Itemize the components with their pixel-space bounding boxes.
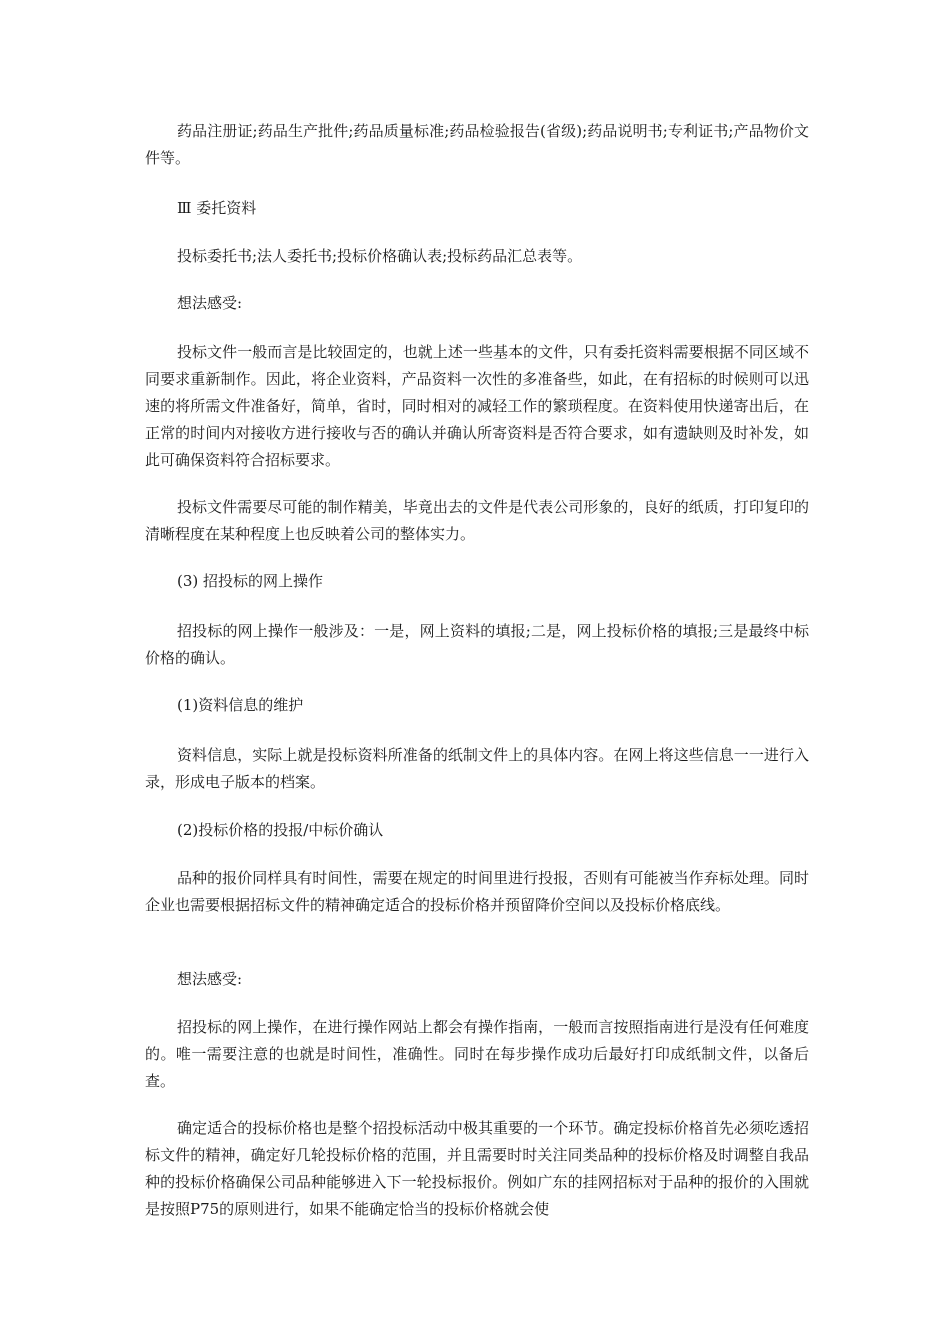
heading-entrustment-materials: Ⅲ 委托资料 <box>177 199 257 217</box>
heading-thoughts-2: 想法感受: <box>177 970 243 988</box>
heading-price-submission: (2)投标价格的投报/中标价确认 <box>177 821 384 839</box>
paragraph-bid-documents-quality: 投标文件需要尽可能的制作精美，毕竟出去的文件是代表公司形象的，良好的纸质，打印复印的清晰程度在某种程度上也反映着公司的整体实力。 <box>145 498 809 543</box>
paragraph-online-operation-scope: 招投标的网上操作一般涉及：一是，网上资料的填报;二是，网上投标价格的填报;三是最终中标价格的确认。 <box>145 622 809 667</box>
heading-info-maintenance: (1)资料信息的维护 <box>177 696 304 714</box>
paragraph-info-maintenance: 资料信息，实际上就是投标资料所准备的纸制文件上的具体内容。在网上将这些信息一一进行入录，形成电子版本的档案。 <box>145 746 809 791</box>
paragraph-online-guide: 招投标的网上操作，在进行操作网站上都会有操作指南，一般而言按照指南进行是没有任何难度的。唯一需要注意的也就是时间性，准确性。同时在每步操作成功后最好打印成纸制文件，以备后查。 <box>145 1018 809 1090</box>
paragraph-bid-price-strategy: 确定适合的投标价格也是整个招投标活动中极其重要的一个环节。确定投标价格首先必须吃透招标文件的精神，确定好几轮投标价格的范围，并且需要时时关注同类品种的投标价格及时调整自我品种的投标价格确保公司品种能够进入下一轮投标报价。例如广东的挂网招标对于品种的报价的入围就是按照P75的原则进行，如果不能确定恰当的投标价格就会使 <box>145 1119 809 1218</box>
paragraph-entrustment-list: 投标委托书;法人委托书;投标价格确认表;投标药品汇总表等。 <box>177 247 583 265</box>
paragraph-bid-documents-fixed: 投标文件一般而言是比较固定的，也就上述一些基本的文件，只有委托资料需要根据不同区域不同要求重新制作。因此，将企业资料，产品资料一次性的多准备些，如此，在有招标的时候则可以迅速的将所需文件准备好，简单，省时，同时相对的减轻工作的繁琐程度。在资料使用快递寄出后，在正常的时间内对接收方进行接收与否的确认并确认所寄资料是否符合要求，如有遗缺则及时补发，如此可确保资料符合招标要求。 <box>145 343 809 469</box>
heading-thoughts-1: 想法感受: <box>177 294 243 312</box>
paragraph-product-documents: 药品注册证;药品生产批件;药品质量标准;药品检验报告(省级);药品说明书;专利证书;产品物价文件等。 <box>145 122 809 167</box>
paragraph-price-timing: 品种的报价同样具有时间性，需要在规定的时间里进行投报，否则有可能被当作弃标处理。同时企业也需要根据招标文件的精神确定适合的投标价格并预留降价空间以及投标价格底线。 <box>145 869 809 914</box>
heading-online-operation: (3) 招投标的网上操作 <box>177 572 324 590</box>
